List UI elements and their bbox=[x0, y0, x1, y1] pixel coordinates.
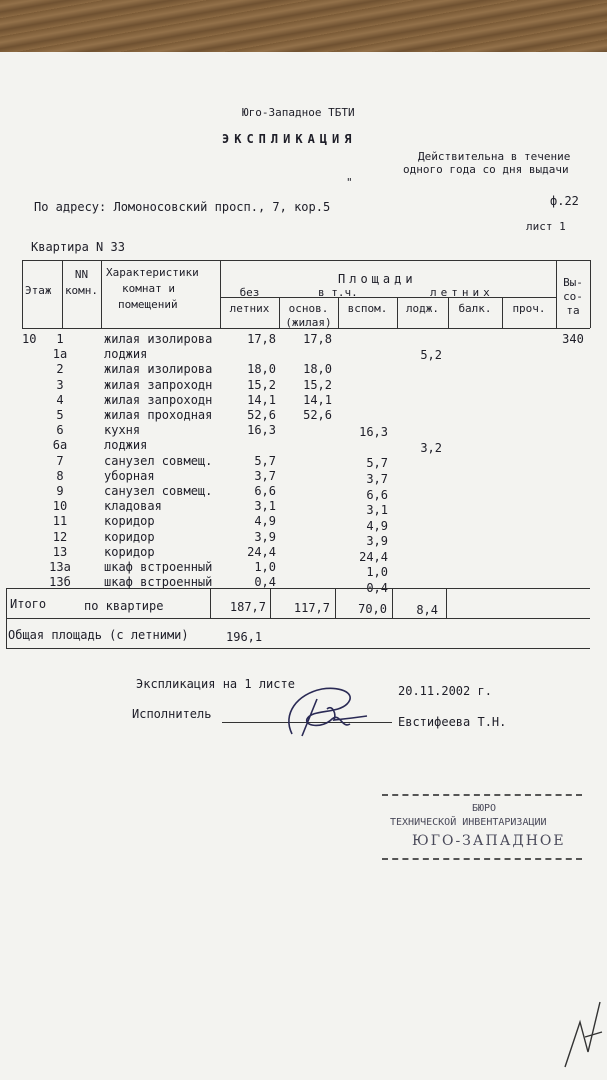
cell-room-type: жилая запроходн bbox=[104, 392, 213, 407]
table-top-line bbox=[22, 260, 590, 261]
organization-name: Юго-Западное ТБТИ bbox=[242, 106, 355, 119]
cell-area-main: 52,6 bbox=[303, 408, 332, 422]
header-floor: Этаж bbox=[25, 284, 52, 297]
cell-room-number: 9 bbox=[56, 484, 64, 498]
cell-area-aux: 0,4 bbox=[366, 580, 388, 595]
header-summer-rooms: летних bbox=[430, 286, 494, 299]
cell-room-number: 6а bbox=[52, 438, 68, 453]
col-line bbox=[446, 588, 447, 618]
cell-area-aux: 4,9 bbox=[366, 518, 388, 533]
totals-area-loggia: 8,4 bbox=[416, 603, 438, 617]
cell-room-number: 11 bbox=[52, 514, 68, 529]
cell-floor: 10 bbox=[22, 332, 37, 346]
header-balcony: балк. bbox=[458, 302, 492, 315]
totals-bottom-line bbox=[6, 618, 590, 619]
cell-room-type: санузел совмещ. bbox=[104, 453, 213, 468]
cell-room-number: 13а bbox=[49, 560, 71, 574]
header-areas: Площади bbox=[338, 272, 417, 286]
cell-area-total: 0,4 bbox=[254, 575, 276, 590]
overall-area-label: Общая площадь (с летними) bbox=[8, 628, 189, 642]
cell-area-main: 18,0 bbox=[303, 362, 332, 377]
signature-image bbox=[262, 674, 372, 744]
document-sheet bbox=[0, 52, 607, 1080]
address-line: По адресу: Ломоносовский просп., 7, кор.5 bbox=[34, 200, 331, 214]
col-line bbox=[590, 260, 591, 328]
header-loggia: лодж. bbox=[405, 302, 440, 315]
header-char-3: помещений bbox=[118, 298, 178, 311]
cell-area-total: 3,1 bbox=[254, 499, 276, 514]
header-living: (жилая) bbox=[285, 316, 332, 329]
header-room: комн. bbox=[64, 284, 99, 297]
cell-area-aux: 24,4 bbox=[359, 549, 388, 564]
cell-area-total: 17,8 bbox=[247, 332, 276, 346]
cell-area-total: 4,9 bbox=[254, 514, 276, 529]
header-height-3: та bbox=[566, 304, 580, 317]
totals-area-main: 117,7 bbox=[293, 601, 330, 615]
form-number: ф.22 bbox=[550, 194, 579, 208]
cell-area-loggia: 5,2 bbox=[420, 347, 442, 362]
cell-room-number: 13б bbox=[49, 575, 71, 590]
cell-room-type: кухня bbox=[104, 423, 141, 438]
cell-room-number: 13 bbox=[52, 544, 68, 559]
cell-area-total: 52,6 bbox=[247, 408, 276, 422]
totals-label: Итого bbox=[10, 597, 47, 611]
apartment-number: Квартира N 33 bbox=[31, 240, 125, 254]
header-incl: в т.ч. bbox=[318, 286, 358, 299]
cell-area-total: 1,0 bbox=[254, 560, 276, 574]
document-title: ЭКСПЛИКАЦИЯ bbox=[222, 132, 357, 146]
cell-room-number: 5 bbox=[56, 408, 64, 422]
col-line bbox=[22, 260, 23, 328]
header-summer: летних bbox=[229, 302, 270, 315]
sheets-note: Экспликация на 1 листе bbox=[136, 677, 295, 691]
cell-room-type: шкаф встроенный bbox=[104, 575, 213, 590]
header-char-2: комнат и bbox=[122, 282, 175, 295]
executor-label: Исполнитель bbox=[132, 707, 212, 721]
col-line bbox=[101, 260, 102, 328]
header-nn: NN bbox=[74, 268, 89, 281]
cell-area-total: 3,7 bbox=[254, 468, 276, 483]
cell-area-aux: 1,0 bbox=[366, 565, 388, 580]
cell-room-number: 7 bbox=[56, 453, 64, 468]
cell-area-total: 18,0 bbox=[247, 362, 276, 377]
office-stamp bbox=[382, 792, 592, 872]
overall-bottom-line bbox=[6, 648, 590, 649]
cell-area-aux: 3,7 bbox=[366, 471, 388, 486]
cell-room-type: коридор bbox=[104, 529, 155, 544]
cell-area-total: 24,4 bbox=[247, 544, 276, 559]
sheet-number: лист 1 bbox=[526, 220, 566, 233]
cell-room-type: жилая запроходн bbox=[104, 377, 213, 392]
cell-room-number: 3 bbox=[56, 377, 64, 392]
cell-area-total: 3,9 bbox=[254, 529, 276, 544]
totals-area-aux: 70,0 bbox=[358, 602, 387, 616]
cell-height: 340 bbox=[562, 332, 584, 346]
totals-area-total: 187,7 bbox=[229, 600, 266, 614]
cell-area-main: 17,8 bbox=[303, 332, 332, 346]
stamp-line-3: ЮГО-ЗАПАДНОЕ bbox=[412, 833, 566, 849]
cell-room-number: 2 bbox=[56, 362, 64, 377]
cell-area-aux: 3,9 bbox=[366, 534, 388, 549]
cell-room-number: 8 bbox=[56, 468, 64, 483]
cell-room-type: лоджия bbox=[104, 438, 148, 453]
validity-line-2: одного года со дня выдачи bbox=[403, 163, 569, 176]
cell-room-type: коридор bbox=[104, 514, 155, 529]
cell-area-main: 14,1 bbox=[303, 392, 332, 407]
cell-area-loggia: 3,2 bbox=[420, 440, 442, 455]
validity-line-1: Действительна в течение bbox=[418, 150, 571, 163]
totals-top-line bbox=[6, 588, 590, 589]
header-aux: вспом. bbox=[347, 302, 388, 315]
cell-room-type: коридор bbox=[104, 544, 155, 559]
cell-room-type: шкаф встроенный bbox=[104, 560, 213, 574]
cell-room-type: лоджия bbox=[104, 347, 148, 362]
executor-name: Евстифеева Т.Н. bbox=[398, 715, 507, 729]
cell-area-aux: 6,6 bbox=[366, 487, 388, 502]
cell-room-number: 1а bbox=[52, 347, 68, 362]
cell-room-number: 12 bbox=[52, 529, 68, 544]
cell-area-aux: 3,1 bbox=[366, 503, 388, 518]
cell-room-type: жилая изолирова bbox=[104, 332, 213, 346]
cell-area-total: 14,1 bbox=[247, 392, 276, 407]
cell-room-type: санузел совмещ. bbox=[104, 484, 213, 498]
cell-area-total: 5,7 bbox=[254, 453, 276, 468]
totals-label-apartment: по квартире bbox=[84, 599, 164, 613]
header-height-2: со- bbox=[563, 290, 583, 303]
issue-date: 20.11.2002 г. bbox=[398, 684, 492, 698]
cell-area-total: 6,6 bbox=[254, 484, 276, 498]
stamp-line-2: ТЕХНИЧЕСКОЙ ИНВЕНТАРИЗАЦИИ bbox=[390, 817, 547, 828]
cell-area-aux: 16,3 bbox=[359, 425, 388, 440]
cell-area-main: 15,2 bbox=[303, 377, 332, 392]
col-line bbox=[6, 588, 7, 648]
cell-area-total: 15,2 bbox=[247, 377, 276, 392]
header-other: проч. bbox=[512, 302, 546, 315]
cell-room-number: 1 bbox=[56, 332, 64, 346]
corner-pen-mark bbox=[560, 982, 605, 1072]
cell-area-total: 16,3 bbox=[247, 423, 276, 438]
header-without: без bbox=[239, 286, 260, 299]
header-height-1: Вы- bbox=[563, 276, 583, 289]
cell-room-type: уборная bbox=[104, 468, 155, 483]
handwritten-mark: " bbox=[346, 176, 353, 189]
cell-room-type: жилая проходная bbox=[104, 408, 213, 422]
cell-room-type: жилая изолирова bbox=[104, 362, 213, 377]
header-main: основ. bbox=[288, 302, 329, 315]
cell-room-number: 10 bbox=[52, 499, 68, 514]
stamp-line-1: БЮРО bbox=[472, 803, 497, 814]
cell-room-type: кладовая bbox=[104, 499, 162, 514]
cell-area-aux: 5,7 bbox=[366, 456, 388, 471]
cell-room-number: 4 bbox=[56, 392, 64, 407]
cell-room-number: 6 bbox=[56, 423, 64, 438]
header-char-1: Характеристики bbox=[106, 266, 199, 279]
overall-area-value: 196,1 bbox=[226, 630, 263, 644]
